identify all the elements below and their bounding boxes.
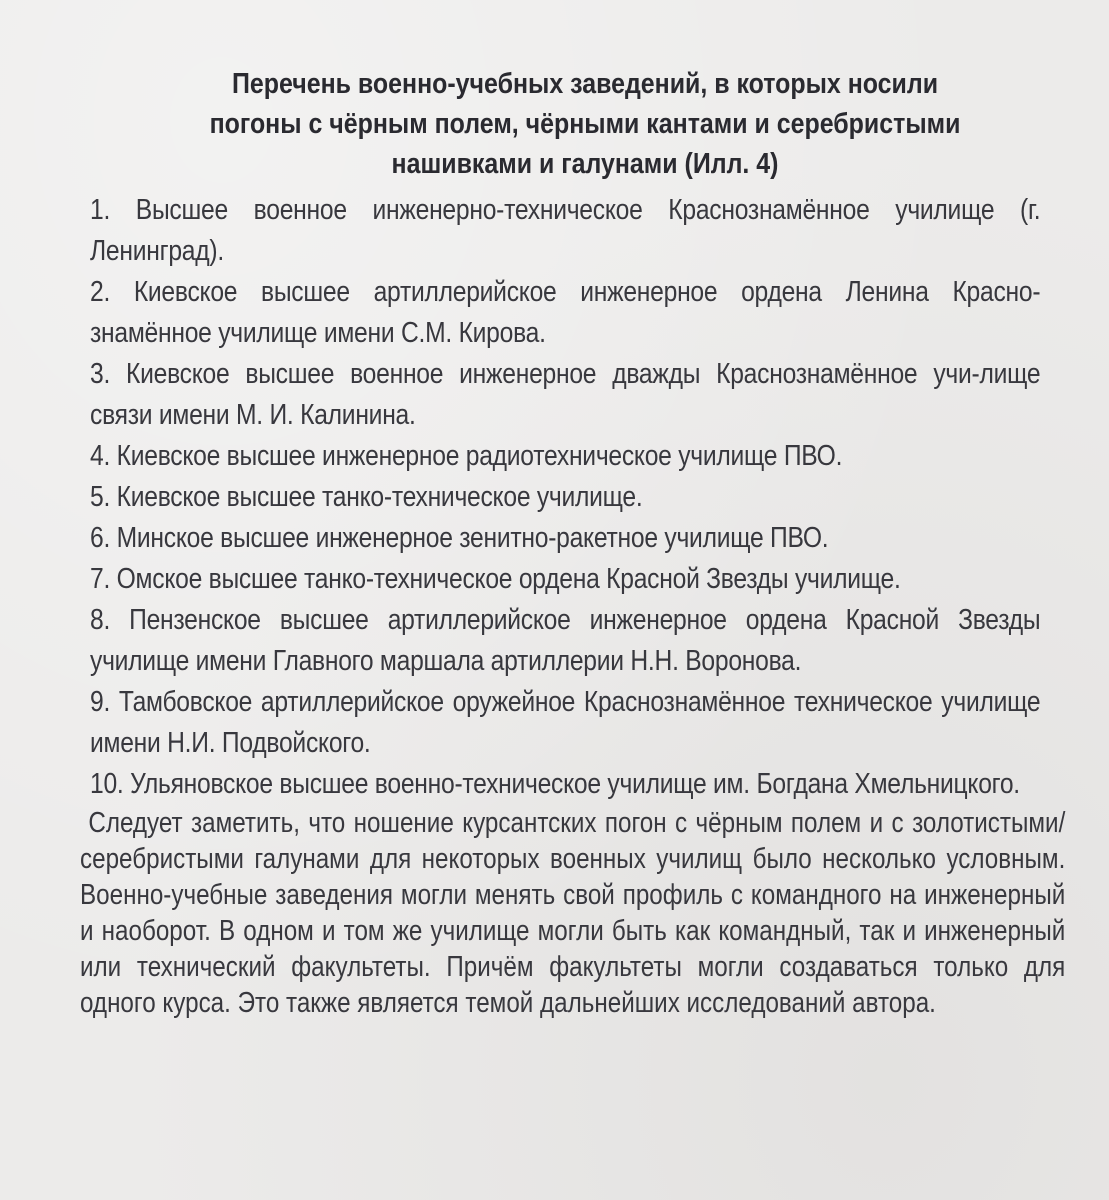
document-heading	[151, 64, 1020, 184]
institution-list	[90, 190, 1040, 805]
list-item: 2. Киевское высшее артиллерийское инженерное ордена Ленина Красно-знамённое училище имени С.М. Кирова.	[90, 276, 1041, 349]
list-item: 3. Киевское высшее военное инженерное дважды Краснознамённое учи-лище связи имени М. И. Калинина.	[90, 358, 1041, 431]
list-item: 9. Тамбовское артиллерийское оружейное Краснознамённое техническое училище имени Н.И. Подвойского.	[90, 686, 1041, 759]
list-item: 5. Киевское высшее танко-техническое училище.	[90, 481, 643, 513]
list-item: 1. Высшее военное инженерно-техническое Краснознамённое училище (г. Ленинград).	[90, 194, 1041, 267]
list-item: 7. Омское высшее танко-техническое ордена Красной Звезды училище.	[90, 563, 901, 595]
closing-paragraph: Следует заметить, что ношение курсантских погон с чёрным полем и с золотистыми/серебристыми галунами для некоторых военных училищ было несколько условным. Военно-учебные заведения могли менять свой профиль с командного на инженерный и наоборот. В одном и том же училище могли быть как командный, так и инженерный или технический факультеты. Причём факультеты могли создаваться только для одного курса. Это также является темой дальнейших исследований автора.	[80, 807, 1066, 1019]
list-item: 10. Ульяновское высшее военно-техническое училище им. Богдана Хмельницкого.	[90, 768, 1020, 800]
list-item: 8. Пензенское высшее артиллерийское инженерное ордена Красной Звезды училище имени Главного маршала артиллерии Н.Н. Воронова.	[90, 604, 1041, 677]
heading-line: нашивками и галунами (Илл. 4)	[391, 148, 779, 180]
list-item: 4. Киевское высшее инженерное радиотехническое училище ПВО.	[90, 440, 843, 472]
heading-line: Перечень военно-учебных заведений, в которых носили	[231, 68, 939, 100]
heading-line: погоны с чёрным полем, чёрными кантами и серебристыми	[209, 108, 961, 140]
list-item: 6. Минское высшее инженерное зенитно-ракетное училище ПВО.	[90, 522, 829, 554]
